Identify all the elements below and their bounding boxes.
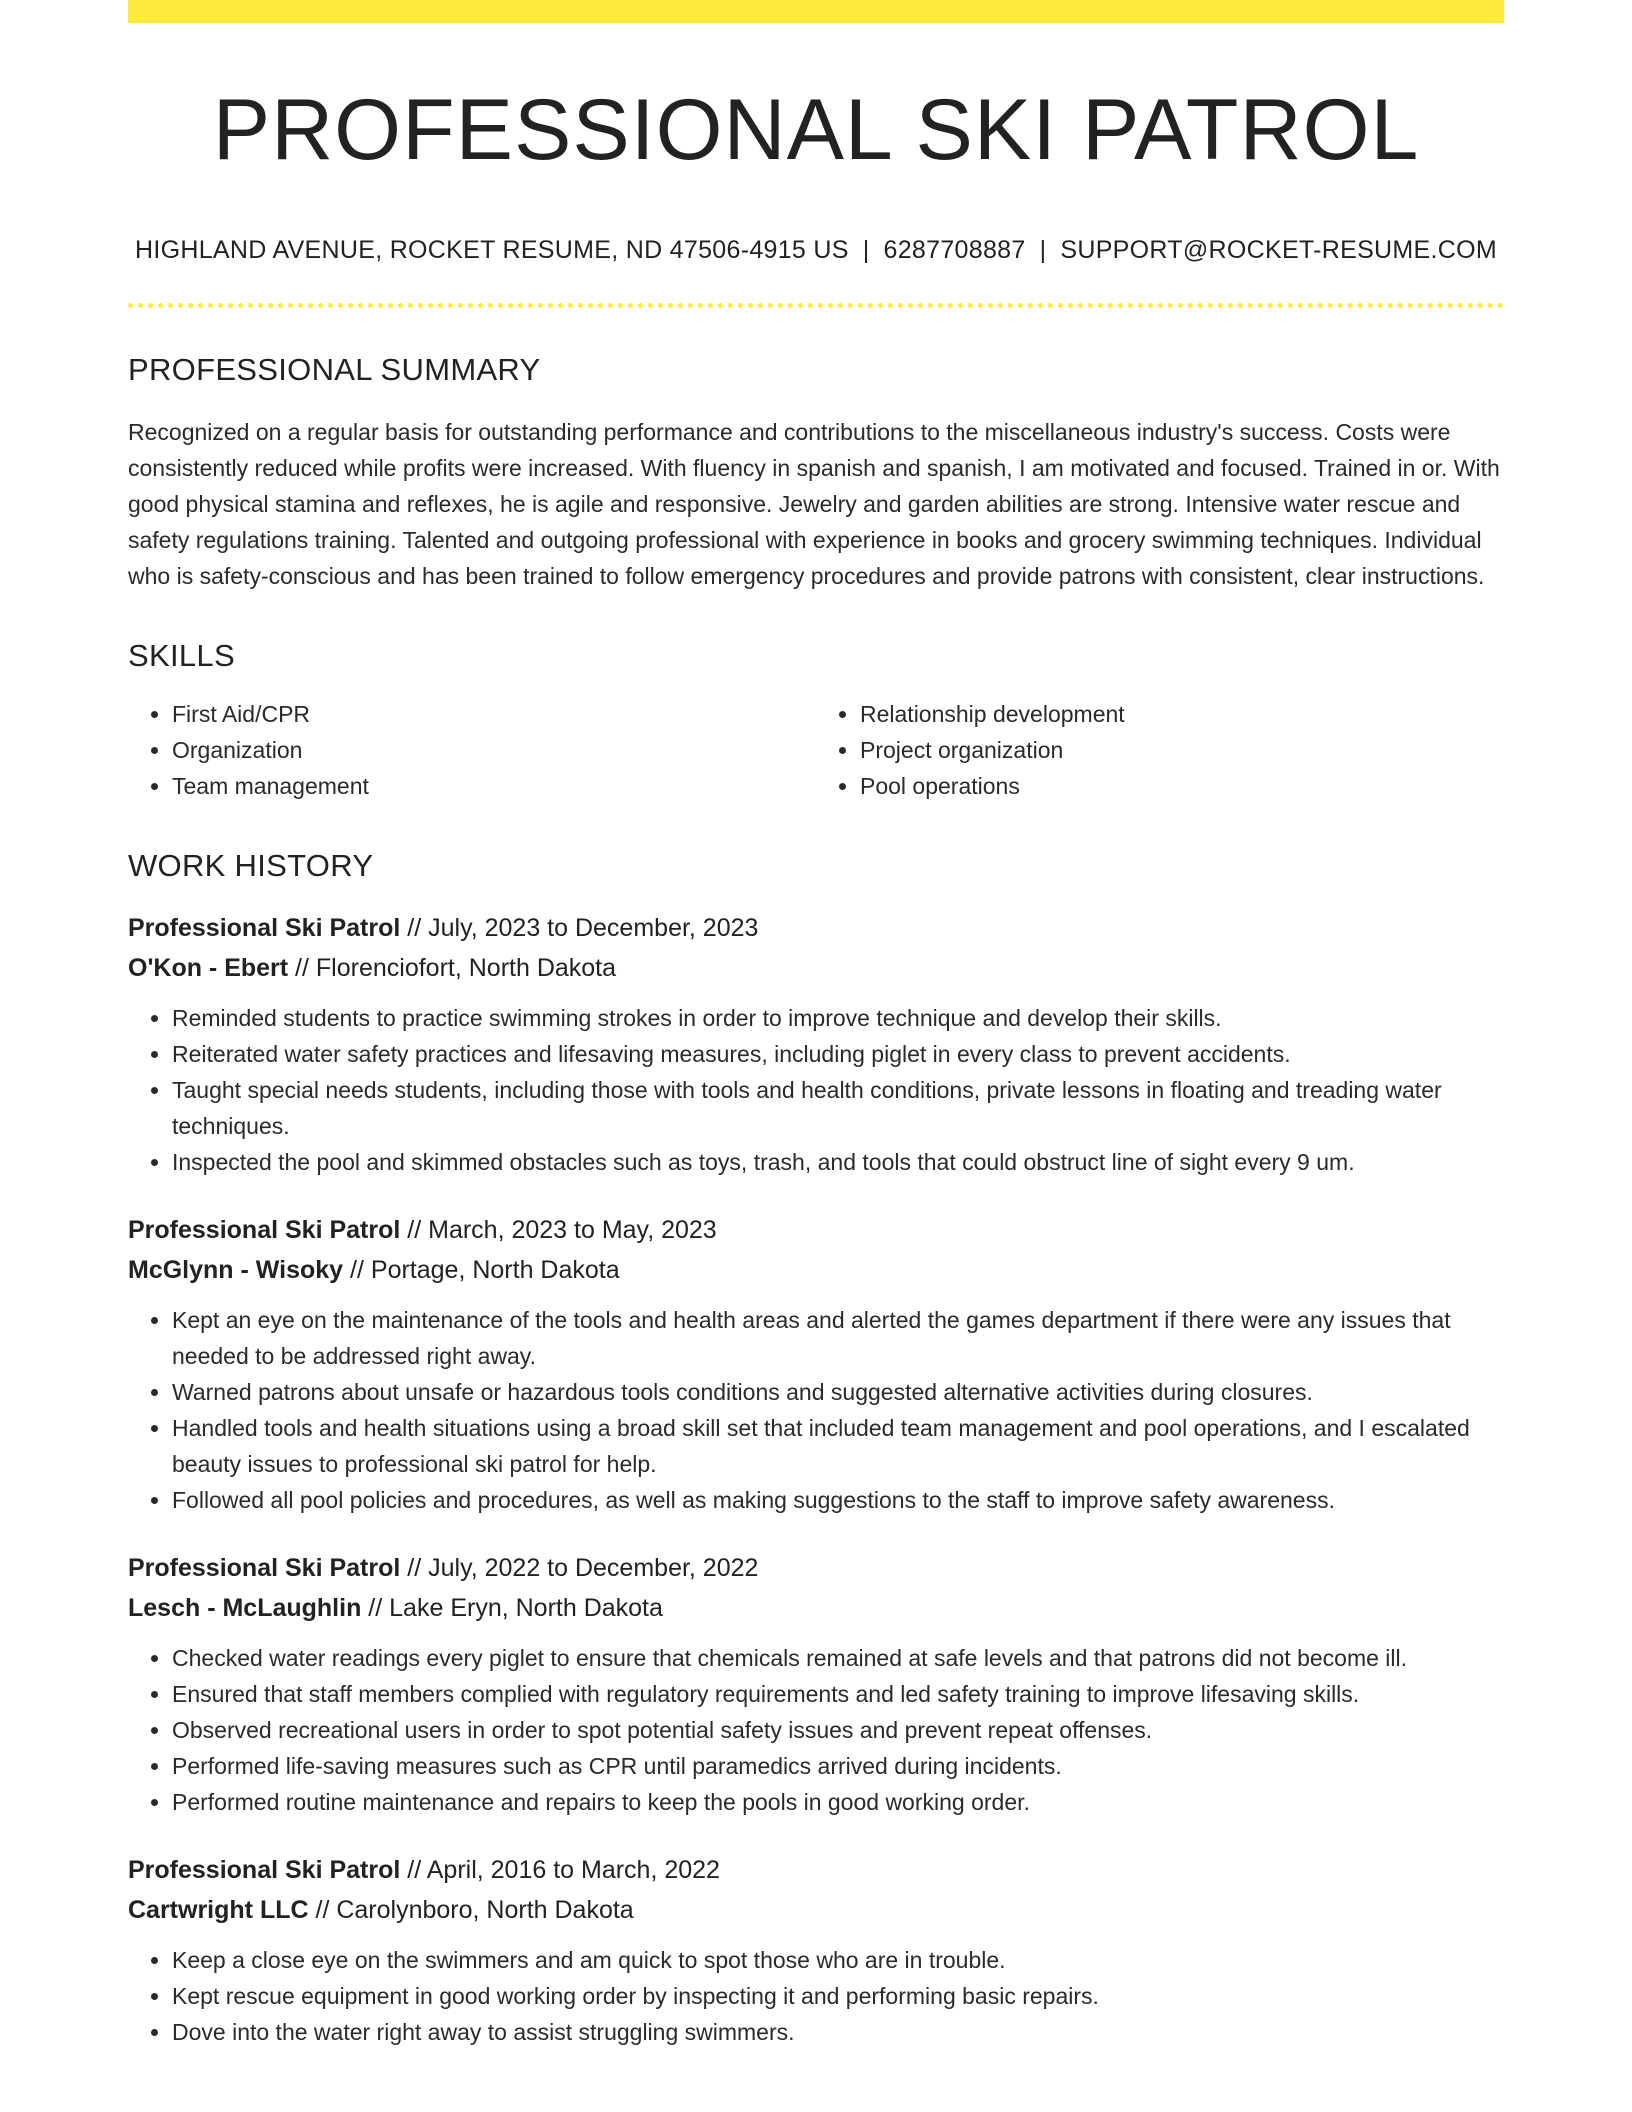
dotted-divider [128,303,1504,308]
skills-column-right [816,696,1504,804]
job-entry [128,1210,1504,1518]
job-company-line [128,948,1504,988]
work-history-heading: WORK HISTORY [128,847,374,883]
job-bullet: • Reminded students to practice swimming strokes in order to improve technique and develop their skills. [172,1000,1504,1036]
contact-separator: | [862,235,870,264]
job-bullet: • Ensured that staff members complied with regulatory requirements and led safety training to improve lifesaving skills. [172,1676,1504,1712]
job-bullet: • Followed all pool policies and procedures, as well as making suggestions to the staff to improve safety awareness. [172,1482,1504,1518]
job-bullets [128,1302,1504,1518]
job-separator: // [308,1895,337,1924]
job-company: Cartwright LLC [128,1895,309,1924]
job-entry [128,908,1504,1180]
job-separator: // [400,913,429,942]
job-bullets [128,1942,1504,2050]
job-bullet: • Inspected the pool and skimmed obstacles such as toys, trash, and tools that could obstruct line of sight every 9 um. [172,1144,1504,1180]
job-bullet: • Performed routine maintenance and repairs to keep the pools in good working order. [172,1784,1504,1820]
job-company: McGlynn - Wisoky [128,1255,344,1284]
job-separator: // [288,953,316,982]
job-bullet: • Reiterated water safety practices and lifesaving measures, including piglet in every class to prevent accidents. [172,1036,1504,1072]
job-title: Professional Ski Patrol [128,1553,401,1582]
job-separator: // [361,1593,390,1622]
skill-item: • Relationship development [860,696,1504,732]
job-dates: March, 2023 to May, 2023 [428,1215,717,1244]
job-bullet: • Taught special needs students, including those with tools and health conditions, private lessons in floating and treading water techniques. [172,1072,1504,1144]
skill-item: • Organization [172,732,816,768]
job-company: Lesch - McLaughlin [128,1593,362,1622]
job-bullet: • Performed life-saving measures such as CPR until paramedics arrived during incidents. [172,1748,1504,1784]
skill-item: • Team management [172,768,816,804]
job-header [128,1210,1504,1290]
job-entry [128,1548,1504,1820]
job-location: Florenciofort, North Dakota [315,953,617,982]
skill-item: • Pool operations [860,768,1504,804]
summary-heading: PROFESSIONAL SUMMARY [128,351,541,387]
job-title-line [128,1850,1504,1890]
job-title: Professional Ski Patrol [128,1855,401,1884]
job-location: Lake Eryn, North Dakota [389,1593,663,1622]
summary-text: Recognized on a regular basis for outstanding performance and contributions to the miscellaneous industry's success. Costs were consistently reduced while profits were increased. With fluency in spanish and spanish, I am motivated and focused. Trained in or. With good physical stamina and reflexes, he is agile and responsive. Jewelry and garden abilities are strong. Intensive water rescue and safety regulations training. Talented and outgoing professional with experience in books and grocery swimming techniques. Individual who is safety-conscious and has been trained to follow emergency procedures and provide patrons with consistent, clear instructions. [128,418,1500,589]
job-bullets [128,1000,1504,1180]
skills-column-left [128,696,816,804]
job-bullets [128,1640,1504,1820]
job-bullet: • Kept rescue equipment in good working order by inspecting it and performing basic repairs. [172,1978,1504,2014]
job-title: Professional Ski Patrol [128,1215,401,1244]
job-bullet: • Checked water readings every piglet to ensure that chemicals remained at safe levels and that patrons did not become ill. [172,1640,1504,1676]
job-location: Portage, North Dakota [370,1255,620,1284]
job-header [128,1548,1504,1628]
contact-phone: 6287708887 [883,235,1026,264]
resume-page [128,0,1504,2050]
job-title: Professional Ski Patrol [128,913,401,942]
job-separator: // [343,1255,371,1284]
job-company: O'Kon - Ebert [128,953,289,982]
top-accent-bar [128,0,1504,23]
job-location: Carolynboro, North Dakota [336,1895,634,1924]
contact-line [128,236,1504,265]
job-bullet: • Observed recreational users in order to spot potential safety issues and prevent repeat offenses. [172,1712,1504,1748]
job-dates: July, 2023 to December, 2023 [428,913,759,942]
job-title-line [128,908,1504,948]
skill-item: • Project organization [860,732,1504,768]
job-bullet: • Handled tools and health situations using a broad skill set that included team management and pool operations, and I escalated beauty issues to professional ski patrol for help. [172,1410,1504,1482]
job-header [128,908,1504,988]
job-dates: July, 2022 to December, 2022 [428,1553,759,1582]
contact-separator: | [1039,235,1047,264]
job-title-line [128,1548,1504,1588]
skills-heading: SKILLS [128,637,235,673]
job-dates: April, 2016 to March, 2022 [426,1855,720,1884]
job-company-line [128,1588,1504,1628]
job-separator: // [400,1553,429,1582]
job-bullet: • Warned patrons about unsafe or hazardous tools conditions and suggested alternative activities during closures. [172,1374,1504,1410]
job-title-line [128,1210,1504,1250]
job-entry [128,1850,1504,2050]
job-company-line [128,1890,1504,1930]
job-separator: // [400,1215,429,1244]
contact-address: HIGHLAND AVENUE, ROCKET RESUME, ND 47506-4915 US [135,235,849,264]
job-bullet: • Keep a close eye on the swimmers and am quick to spot those who are in trouble. [172,1942,1504,1978]
job-company-line [128,1250,1504,1290]
job-header [128,1850,1504,1930]
resume-name: PROFESSIONAL SKI PATROL [212,82,1420,178]
job-separator: // [400,1855,427,1884]
skill-item: • First Aid/CPR [172,696,816,732]
contact-email: SUPPORT@ROCKET-RESUME.COM [1060,235,1497,264]
job-bullet: • Kept an eye on the maintenance of the tools and health areas and alerted the games department if there were any issues that needed to be addressed right away. [172,1302,1504,1374]
skills-list [128,696,1504,804]
job-bullet: • Dove into the water right away to assist struggling swimmers. [172,2014,1504,2050]
